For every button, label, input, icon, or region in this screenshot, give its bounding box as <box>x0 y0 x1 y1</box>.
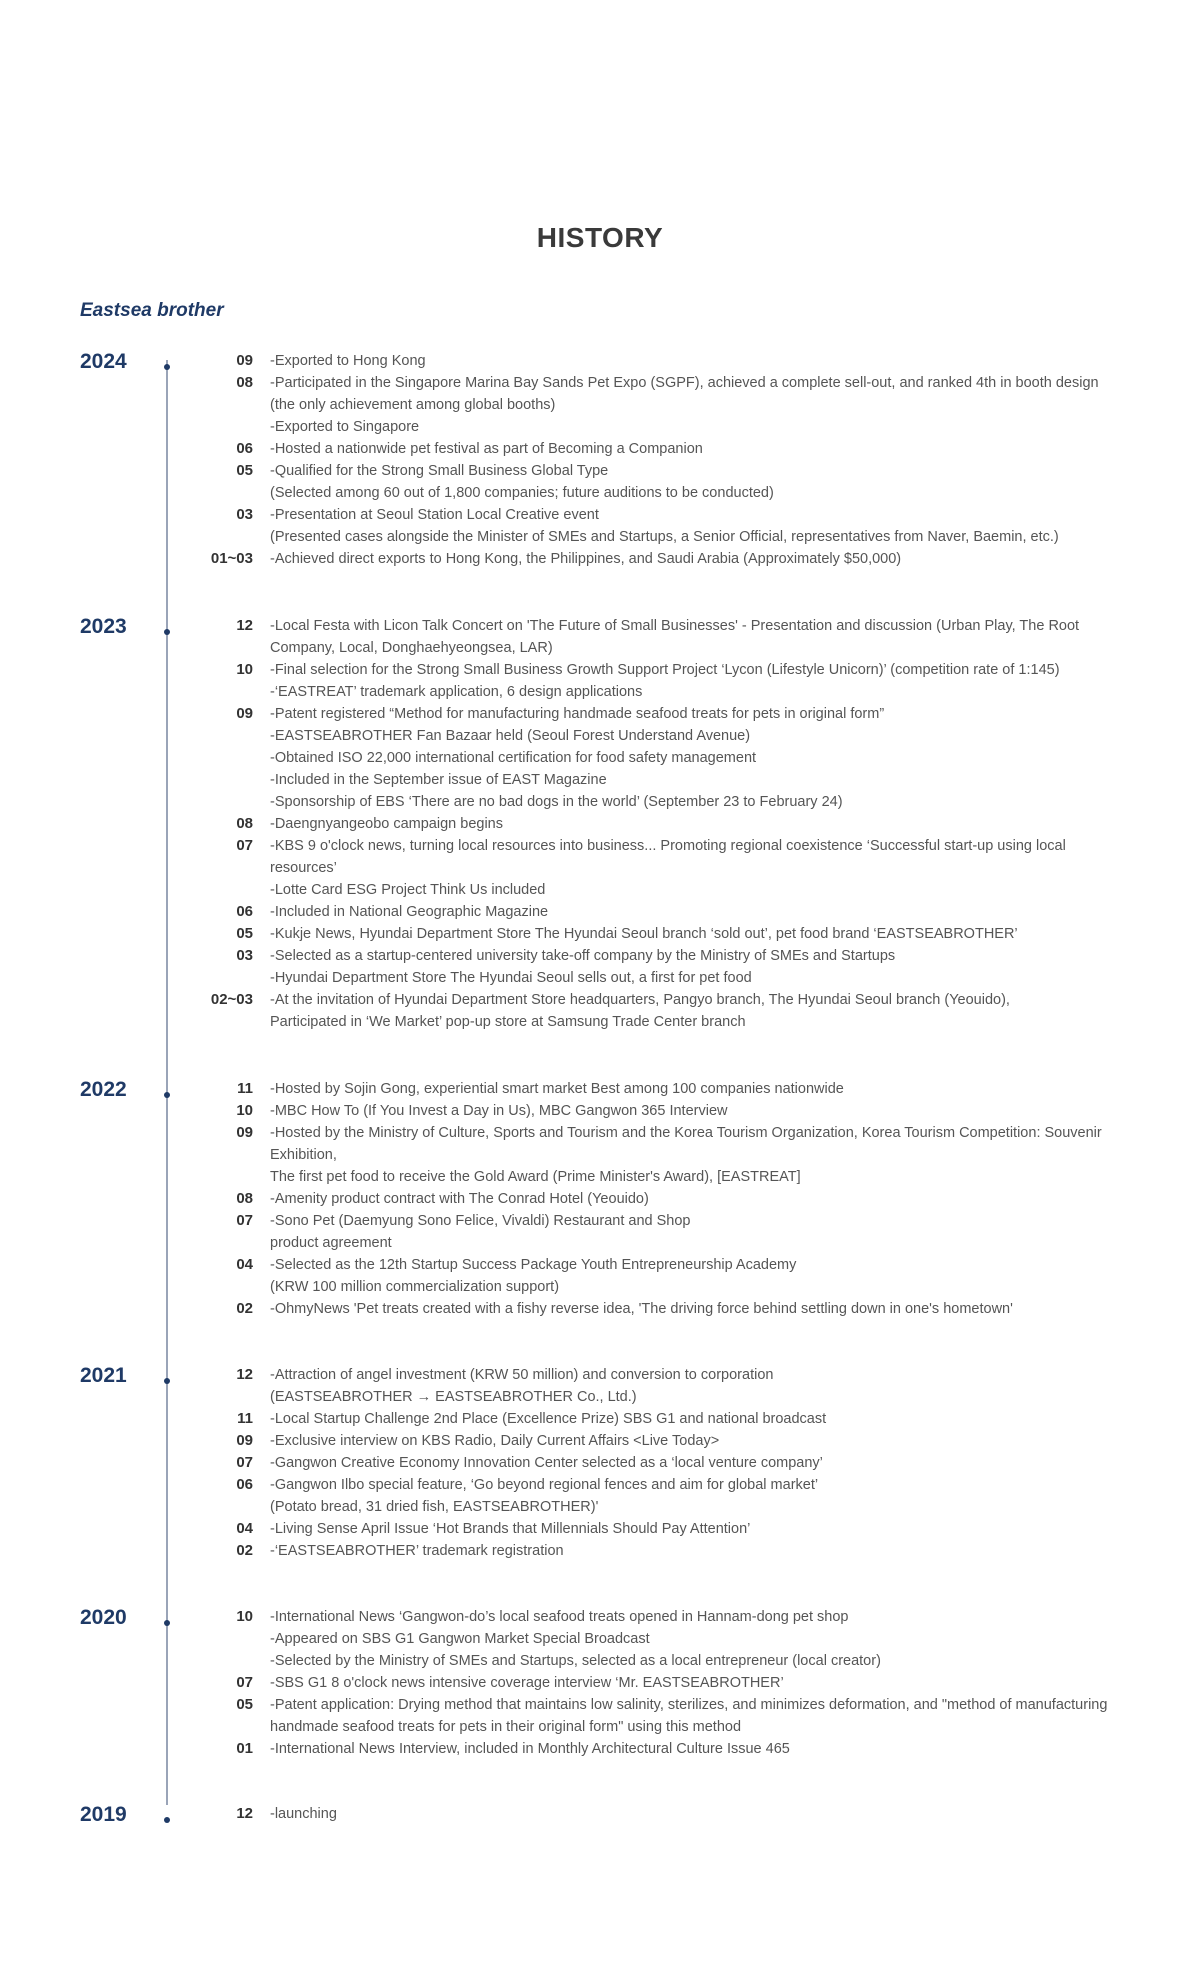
entry-month: 02~03 <box>210 991 253 1008</box>
entry-text: -EASTSEABROTHER Fan Bazaar held (Seoul Forest Understand Avenue) <box>270 728 751 744</box>
entry-text: -Selected as a startup-centered university take-off company by the Ministry of SMEs and Startups <box>270 948 896 964</box>
entry-month: 01 <box>236 1740 253 1757</box>
entry-text: -SBS G1 8 o'clock news intensive coverage interview ‘Mr. EASTSEABROTHER’ <box>270 1675 784 1691</box>
entry-month: 07 <box>236 837 253 854</box>
timeline-line <box>166 360 168 1805</box>
entry-text: -MBC How To (If You Invest a Day in Us), MBC Gangwon 365 Interview <box>270 1103 728 1119</box>
entry-text: -Sponsorship of EBS ‘There are no bad dogs in the world’ (September 23 to February 24) <box>270 794 843 810</box>
entry-text: (Presented cases alongside the Minister of SMEs and Startups, a Senior Official, representatives from Naver, Baemin, etc.) <box>270 529 1059 545</box>
entry-text: -Final selection for the Strong Small Business Growth Support Project ‘Lycon (Lifestyle Unicorn)’ (competition rate of 1:145) <box>270 662 1060 678</box>
entry-month: 07 <box>236 1454 253 1471</box>
timeline-dot <box>164 629 170 635</box>
entry-month: 10 <box>236 661 253 678</box>
timeline-dot <box>164 1378 170 1384</box>
entry-text: -‘EASTSEABROTHER’ trademark registration <box>270 1543 564 1559</box>
entry-month: 02 <box>236 1542 253 1559</box>
entry-month: 09 <box>236 352 253 369</box>
entry-month: 08 <box>236 815 253 832</box>
brand-logo: Eastsea brother <box>80 300 224 321</box>
entry-month: 12 <box>236 1805 253 1822</box>
entry-text: product agreement <box>270 1235 392 1251</box>
entry-text: -Included in National Geographic Magazine <box>270 904 549 920</box>
entry-text: -Obtained ISO 22,000 international certification for food safety management <box>270 750 757 766</box>
entry-month: 11 <box>237 1080 253 1097</box>
entry-month: 04 <box>236 1520 253 1537</box>
entry-month: 12 <box>236 1366 253 1383</box>
entry-month: 06 <box>236 440 253 457</box>
year-label: 2023 <box>80 615 127 638</box>
entry-month: 01~03 <box>210 550 253 567</box>
entry-month: 08 <box>236 374 253 391</box>
year-label: 2020 <box>80 1606 127 1629</box>
entry-text: -At the invitation of Hyundai Department Store headquarters, Pangyo branch, The Hyundai Seoul branch (Yeouido), <box>270 992 1010 1008</box>
timeline-dot <box>164 1817 170 1823</box>
entry-month: 08 <box>236 1190 253 1207</box>
entry-text: -Exclusive interview on KBS Radio, Daily Current Affairs <Live Today> <box>270 1433 720 1449</box>
entry-text: -Daengnyangeobo campaign begins <box>270 816 503 832</box>
entry-month: 09 <box>236 1124 253 1141</box>
entry-text: -Selected as the 12th Startup Success Package Youth Entrepreneurship Academy <box>270 1257 797 1273</box>
entry-text: -Exported to Hong Kong <box>270 353 426 369</box>
entry-text: -Participated in the Singapore Marina Bay Sands Pet Expo (SGPF), achieved a complete sell-out, and ranked 4th in booth design <box>270 375 1099 391</box>
entry-text: (EASTSEABROTHER → EASTSEABROTHER Co., Ltd.) <box>270 1389 637 1405</box>
entry-text: -Living Sense April Issue ‘Hot Brands that Millennials Should Pay Attention’ <box>270 1521 751 1537</box>
entry-text: -OhmyNews 'Pet treats created with a fishy reverse idea, 'The driving force behind settling down in one's hometown' <box>270 1301 1013 1317</box>
year-label: 2021 <box>80 1364 127 1387</box>
entry-text: -Patent registered “Method for manufacturing handmade seafood treats for pets in original form” <box>270 706 885 722</box>
entry-text: -Kukje News, Hyundai Department Store The Hyundai Seoul branch ‘sold out’, pet food brand ‘EASTSEABROTHER’ <box>270 926 1018 942</box>
entry-month: 09 <box>236 705 253 722</box>
entry-month: 06 <box>236 903 253 920</box>
entry-month: 05 <box>236 462 253 479</box>
entry-text: -Selected by the Ministry of SMEs and Startups, selected as a local entrepreneur (local creator) <box>270 1653 881 1669</box>
entry-text: -Hosted a nationwide pet festival as part of Becoming a Companion <box>270 441 703 457</box>
entry-text: Company, Local, Donghaehyeongsea, LAR) <box>270 640 553 656</box>
entry-text: (Selected among 60 out of 1,800 companies; future auditions to be conducted) <box>270 485 774 501</box>
entry-month: 09 <box>236 1432 253 1449</box>
entry-text: resources’ <box>270 860 337 876</box>
entry-text: (Potato bread, 31 dried fish, EASTSEABROTHER)' <box>270 1499 599 1515</box>
page-title: HISTORY <box>536 222 664 253</box>
year-label: 2024 <box>80 350 127 373</box>
entry-month: 03 <box>236 506 253 523</box>
entry-text: -Local Festa with Licon Talk Concert on 'The Future of Small Businesses' - Presentation and discussion (Urban Play, The Root <box>270 618 1080 634</box>
entry-text: -Local Startup Challenge 2nd Place (Excellence Prize) SBS G1 and national broadcast <box>270 1411 827 1427</box>
entry-text: handmade seafood treats for pets in their original form" using this method <box>270 1719 742 1735</box>
entry-month: 04 <box>236 1256 253 1273</box>
entry-text: -Included in the September issue of EAST Magazine <box>270 772 607 788</box>
entry-text: -Exported to Singapore <box>270 419 420 435</box>
entry-text: -launching <box>270 1806 337 1822</box>
entry-month: 11 <box>237 1410 253 1427</box>
entry-text: (KRW 100 million commercialization support) <box>270 1279 560 1295</box>
entry-month: 02 <box>236 1300 253 1317</box>
entry-text: -Presentation at Seoul Station Local Creative event <box>270 507 599 523</box>
entry-text: The first pet food to receive the Gold Award (Prime Minister's Award), [EASTREAT] <box>270 1169 801 1185</box>
entry-text: (the only achievement among global booths) <box>270 397 556 413</box>
entry-text: -‘EASTREAT’ trademark application, 6 design applications <box>270 684 643 700</box>
entry-text: -Amenity product contract with The Conrad Hotel (Yeouido) <box>270 1191 649 1207</box>
entry-text: -Hosted by the Ministry of Culture, Sports and Tourism and the Korea Tourism Organization, Korea Tourism Competition: Souvenir <box>270 1125 1102 1141</box>
year-label: 2022 <box>80 1078 127 1101</box>
entry-text: -Patent application: Drying method that maintains low salinity, sterilizes, and minimizes deformation, and "method of manufacturing <box>270 1697 1108 1713</box>
timeline-dot <box>164 364 170 370</box>
entry-text: -Achieved direct exports to Hong Kong, the Philippines, and Saudi Arabia (Approximately $50,000) <box>270 551 902 567</box>
entry-month: 07 <box>236 1674 253 1691</box>
entry-text: Participated in ‘We Market’ pop-up store at Samsung Trade Center branch <box>270 1014 746 1030</box>
entry-month: 05 <box>236 1696 253 1713</box>
timeline-dot <box>164 1092 170 1098</box>
entry-month: 06 <box>236 1476 253 1493</box>
entry-month: 07 <box>236 1212 253 1229</box>
entry-text: -Attraction of angel investment (KRW 50 million) and conversion to corporation <box>270 1367 774 1383</box>
entry-text: -Hosted by Sojin Gong, experiential smart market Best among 100 companies nationwide <box>270 1081 844 1097</box>
entry-text: -Appeared on SBS G1 Gangwon Market Special Broadcast <box>270 1631 650 1647</box>
entry-month: 12 <box>236 617 253 634</box>
entry-text: -Sono Pet (Daemyung Sono Felice, Vivaldi) Restaurant and Shop <box>270 1213 691 1229</box>
entry-text: -Hyundai Department Store The Hyundai Seoul sells out, a first for pet food <box>270 970 752 986</box>
entry-text: -Gangwon Ilbo special feature, ‘Go beyond regional fences and aim for global market’ <box>270 1477 819 1493</box>
entry-text: -International News ‘Gangwon-do’s local seafood treats opened in Hannam-dong pet shop <box>270 1609 849 1625</box>
year-label: 2019 <box>80 1803 127 1826</box>
entry-text: -Qualified for the Strong Small Business Global Type <box>270 463 609 479</box>
entry-month: 05 <box>236 925 253 942</box>
timeline-dot <box>164 1620 170 1626</box>
entry-text: -International News Interview, included in Monthly Architectural Culture Issue 465 <box>270 1741 790 1757</box>
entry-text: -KBS 9 o'clock news, turning local resources into business... Promoting regional coexistence ‘Successful start-up using local <box>270 838 1066 854</box>
entry-text: -Gangwon Creative Economy Innovation Center selected as a ‘local venture company’ <box>270 1455 823 1471</box>
entry-text: -Lotte Card ESG Project Think Us included <box>270 882 546 898</box>
entry-month: 10 <box>236 1102 253 1119</box>
entry-month: 03 <box>236 947 253 964</box>
entry-text: Exhibition, <box>270 1147 337 1163</box>
entry-month: 10 <box>236 1608 253 1625</box>
